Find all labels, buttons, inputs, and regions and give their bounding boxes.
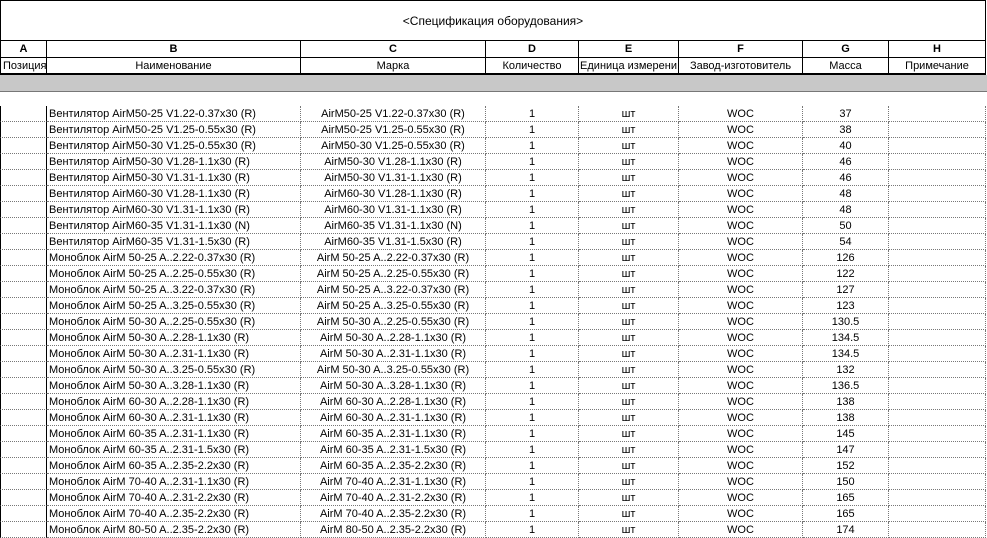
cell-mass[interactable]: 48 (803, 186, 889, 202)
cell-position[interactable] (0, 138, 47, 154)
cell-position[interactable] (0, 442, 47, 458)
header-quantity[interactable]: Количество (486, 58, 579, 75)
table-row[interactable] (0, 250, 987, 266)
cell-manufacturer[interactable]: WOC (679, 298, 803, 314)
cell-position[interactable] (0, 314, 47, 330)
cell-note[interactable] (889, 138, 986, 154)
cell-mass[interactable]: 37 (803, 106, 889, 122)
table-row[interactable] (0, 314, 987, 330)
cell-unit[interactable]: шт (579, 170, 679, 186)
cell-name[interactable]: Вентилятор AirM60-30 V1.31-1.1x30 (R) (47, 202, 301, 218)
cell-name[interactable]: Моноблок AirM 60-35 A..2.31-1.1x30 (R) (47, 426, 301, 442)
cell-quantity[interactable]: 1 (486, 522, 579, 538)
table-row[interactable] (0, 298, 987, 314)
cell-quantity[interactable]: 1 (486, 330, 579, 346)
cell-note[interactable] (889, 282, 986, 298)
cell-manufacturer[interactable]: WOC (679, 362, 803, 378)
cell-manufacturer[interactable]: WOC (679, 522, 803, 538)
cell-name[interactable]: Моноблок AirM 80-50 A..2.35-2.2x30 (R) (47, 522, 301, 538)
cell-note[interactable] (889, 410, 986, 426)
cell-name[interactable]: Моноблок AirM 50-30 A..2.28-1.1x30 (R) (47, 330, 301, 346)
cell-note[interactable] (889, 154, 986, 170)
cell-note[interactable] (889, 170, 986, 186)
cell-position[interactable] (0, 330, 47, 346)
cell-note[interactable] (889, 234, 986, 250)
column-letter-h[interactable]: H (889, 41, 986, 58)
table-row[interactable] (0, 186, 987, 202)
cell-quantity[interactable]: 1 (486, 202, 579, 218)
cell-manufacturer[interactable]: WOC (679, 106, 803, 122)
cell-quantity[interactable]: 1 (486, 314, 579, 330)
cell-manufacturer[interactable]: WOC (679, 394, 803, 410)
header-note[interactable]: Примечание (889, 58, 986, 75)
table-row[interactable] (0, 410, 987, 426)
cell-brand[interactable]: AirM50-30 V1.31-1.1x30 (R) (301, 170, 486, 186)
cell-mass[interactable]: 138 (803, 394, 889, 410)
cell-brand[interactable]: AirM 50-30 A..2.28-1.1x30 (R) (301, 330, 486, 346)
cell-quantity[interactable]: 1 (486, 346, 579, 362)
table-row[interactable] (0, 522, 987, 538)
column-letter-b[interactable]: B (47, 41, 301, 58)
cell-unit[interactable]: шт (579, 154, 679, 170)
cell-mass[interactable]: 132 (803, 362, 889, 378)
cell-note[interactable] (889, 106, 986, 122)
cell-brand[interactable]: AirM60-30 V1.28-1.1x30 (R) (301, 186, 486, 202)
cell-mass[interactable]: 122 (803, 266, 889, 282)
cell-brand[interactable]: AirM 70-40 A..2.31-2.2x30 (R) (301, 490, 486, 506)
cell-brand[interactable]: AirM60-30 V1.31-1.1x30 (R) (301, 202, 486, 218)
cell-unit[interactable]: шт (579, 202, 679, 218)
column-letter-g[interactable]: G (803, 41, 889, 58)
cell-unit[interactable]: шт (579, 426, 679, 442)
cell-position[interactable] (0, 218, 47, 234)
cell-brand[interactable]: AirM 50-30 A..2.25-0.55x30 (R) (301, 314, 486, 330)
cell-name[interactable]: Моноблок AirM 70-40 A..2.31-2.2x30 (R) (47, 490, 301, 506)
cell-name[interactable]: Вентилятор AirM50-30 V1.28-1.1x30 (R) (47, 154, 301, 170)
table-row[interactable] (0, 330, 987, 346)
table-row[interactable] (0, 474, 987, 490)
cell-mass[interactable]: 40 (803, 138, 889, 154)
cell-manufacturer[interactable]: WOC (679, 378, 803, 394)
cell-mass[interactable]: 46 (803, 154, 889, 170)
cell-mass[interactable]: 126 (803, 250, 889, 266)
header-row (0, 58, 987, 75)
cell-name[interactable]: Вентилятор AirM60-30 V1.28-1.1x30 (R) (47, 186, 301, 202)
cell-manufacturer[interactable]: WOC (679, 442, 803, 458)
table-row[interactable] (0, 138, 987, 154)
cell-quantity[interactable]: 1 (486, 266, 579, 282)
cell-position[interactable] (0, 154, 47, 170)
cell-unit[interactable]: шт (579, 474, 679, 490)
cell-position[interactable] (0, 122, 47, 138)
table-row[interactable] (0, 202, 987, 218)
cell-position[interactable] (0, 282, 47, 298)
cell-note[interactable] (889, 522, 986, 538)
cell-manufacturer[interactable]: WOC (679, 186, 803, 202)
cell-brand[interactable]: AirM 50-30 A..2.31-1.1x30 (R) (301, 346, 486, 362)
cell-position[interactable] (0, 234, 47, 250)
table-row[interactable] (0, 490, 987, 506)
cell-mass[interactable]: 130.5 (803, 314, 889, 330)
cell-note[interactable] (889, 250, 986, 266)
cell-unit[interactable]: шт (579, 362, 679, 378)
schedule-title (0, 0, 986, 41)
cell-manufacturer[interactable]: WOC (679, 426, 803, 442)
table-body (0, 106, 987, 538)
cell-position[interactable] (0, 458, 47, 474)
cell-note[interactable] (889, 426, 986, 442)
table-row[interactable] (0, 154, 987, 170)
cell-unit[interactable]: шт (579, 346, 679, 362)
table-row[interactable] (0, 266, 987, 282)
cell-unit[interactable]: шт (579, 138, 679, 154)
cell-unit[interactable]: шт (579, 410, 679, 426)
cell-quantity[interactable]: 1 (486, 186, 579, 202)
cell-mass[interactable]: 147 (803, 442, 889, 458)
table-row[interactable] (0, 442, 987, 458)
table-row[interactable] (0, 170, 987, 186)
cell-name[interactable]: Вентилятор AirM50-30 V1.31-1.1x30 (R) (47, 170, 301, 186)
cell-name[interactable]: Моноблок AirM 50-25 A..2.25-0.55x30 (R) (47, 266, 301, 282)
cell-position[interactable] (0, 490, 47, 506)
cell-mass[interactable]: 165 (803, 506, 889, 522)
cell-unit[interactable]: шт (579, 394, 679, 410)
table-row[interactable] (0, 106, 987, 122)
cell-note[interactable] (889, 378, 986, 394)
header-brand[interactable]: Марка (301, 58, 486, 75)
group-spacer (0, 92, 987, 106)
table-row[interactable] (0, 282, 987, 298)
cell-unit[interactable]: шт (579, 298, 679, 314)
cell-manufacturer[interactable]: WOC (679, 122, 803, 138)
cell-unit[interactable]: шт (579, 314, 679, 330)
cell-brand[interactable]: AirM 70-40 A..2.35-2.2x30 (R) (301, 506, 486, 522)
cell-brand[interactable]: AirM 50-30 A..3.25-0.55x30 (R) (301, 362, 486, 378)
cell-name[interactable]: Моноблок AirM 60-30 A..2.28-1.1x30 (R) (47, 394, 301, 410)
cell-mass[interactable]: 165 (803, 490, 889, 506)
cell-brand[interactable]: AirM50-25 V1.25-0.55x30 (R) (301, 122, 486, 138)
cell-quantity[interactable]: 1 (486, 138, 579, 154)
table-row[interactable] (0, 346, 987, 362)
cell-mass[interactable]: 46 (803, 170, 889, 186)
cell-quantity[interactable]: 1 (486, 442, 579, 458)
table-row[interactable] (0, 506, 987, 522)
cell-note[interactable] (889, 202, 986, 218)
cell-manufacturer[interactable]: WOC (679, 410, 803, 426)
cell-quantity[interactable]: 1 (486, 490, 579, 506)
cell-position[interactable] (0, 266, 47, 282)
cell-mass[interactable]: 150 (803, 474, 889, 490)
cell-manufacturer[interactable]: WOC (679, 202, 803, 218)
cell-brand[interactable]: AirM50-25 V1.22-0.37x30 (R) (301, 106, 486, 122)
cell-unit[interactable]: шт (579, 378, 679, 394)
cell-name[interactable]: Моноблок AirM 60-35 A..2.35-2.2x30 (R) (47, 458, 301, 474)
column-letter-row (0, 41, 987, 58)
cell-brand[interactable]: AirM 70-40 A..2.31-1.1x30 (R) (301, 474, 486, 490)
cell-note[interactable] (889, 218, 986, 234)
table-row[interactable] (0, 394, 987, 410)
cell-note[interactable] (889, 442, 986, 458)
cell-position[interactable] (0, 106, 47, 122)
column-letter-e[interactable]: E (579, 41, 679, 58)
cell-note[interactable] (889, 298, 986, 314)
cell-position[interactable] (0, 346, 47, 362)
cell-brand[interactable]: AirM50-30 V1.28-1.1x30 (R) (301, 154, 486, 170)
cell-unit[interactable]: шт (579, 458, 679, 474)
cell-unit[interactable]: шт (579, 490, 679, 506)
header-unit[interactable]: Единица измерени (579, 58, 679, 75)
cell-manufacturer[interactable]: WOC (679, 314, 803, 330)
cell-unit[interactable]: шт (579, 330, 679, 346)
cell-mass[interactable]: 174 (803, 522, 889, 538)
cell-unit[interactable]: шт (579, 282, 679, 298)
cell-manufacturer[interactable]: WOC (679, 474, 803, 490)
cell-name[interactable]: Моноблок AirM 60-35 A..2.31-1.5x30 (R) (47, 442, 301, 458)
cell-manufacturer[interactable]: WOC (679, 170, 803, 186)
column-letter-d[interactable]: D (486, 41, 579, 58)
cell-manufacturer[interactable]: WOC (679, 458, 803, 474)
cell-brand[interactable]: AirM 60-30 A..2.31-1.1x30 (R) (301, 410, 486, 426)
cell-position[interactable] (0, 394, 47, 410)
cell-brand[interactable]: AirM 50-25 A..3.25-0.55x30 (R) (301, 298, 486, 314)
cell-quantity[interactable]: 1 (486, 474, 579, 490)
cell-manufacturer[interactable]: WOC (679, 490, 803, 506)
cell-note[interactable] (889, 474, 986, 490)
cell-mass[interactable]: 50 (803, 218, 889, 234)
cell-mass[interactable]: 127 (803, 282, 889, 298)
cell-note[interactable] (889, 346, 986, 362)
cell-note[interactable] (889, 394, 986, 410)
cell-unit[interactable]: шт (579, 442, 679, 458)
cell-brand[interactable]: AirM 60-35 A..2.31-1.5x30 (R) (301, 442, 486, 458)
cell-note[interactable] (889, 330, 986, 346)
cell-unit[interactable]: шт (579, 522, 679, 538)
cell-unit[interactable]: шт (579, 106, 679, 122)
cell-position[interactable] (0, 474, 47, 490)
cell-quantity[interactable]: 1 (486, 122, 579, 138)
cell-name[interactable]: Вентилятор AirM60-35 V1.31-1.1x30 (N) (47, 218, 301, 234)
cell-quantity[interactable]: 1 (486, 170, 579, 186)
cell-name[interactable]: Моноблок AirM 50-25 A..3.25-0.55x30 (R) (47, 298, 301, 314)
cell-brand[interactable]: AirM50-30 V1.25-0.55x30 (R) (301, 138, 486, 154)
cell-manufacturer[interactable]: WOC (679, 346, 803, 362)
cell-quantity[interactable]: 1 (486, 394, 579, 410)
header-position[interactable]: Позиция (0, 58, 47, 75)
schedule-title-text: <Спецификация оборудования> (402, 13, 584, 28)
cell-note[interactable] (889, 490, 986, 506)
cell-quantity[interactable]: 1 (486, 250, 579, 266)
cell-mass[interactable]: 152 (803, 458, 889, 474)
table-row[interactable] (0, 122, 987, 138)
cell-mass[interactable]: 134.5 (803, 346, 889, 362)
header-name[interactable]: Наименование (47, 58, 301, 75)
cell-manufacturer[interactable]: WOC (679, 330, 803, 346)
cell-quantity[interactable]: 1 (486, 458, 579, 474)
cell-note[interactable] (889, 122, 986, 138)
cell-name[interactable]: Моноблок AirM 70-40 A..2.31-1.1x30 (R) (47, 474, 301, 490)
cell-name[interactable]: Вентилятор AirM50-25 V1.22-0.37x30 (R) (47, 106, 301, 122)
cell-quantity[interactable]: 1 (486, 410, 579, 426)
cell-manufacturer[interactable]: WOC (679, 250, 803, 266)
cell-name[interactable]: Моноблок AirM 50-30 A..3.25-0.55x30 (R) (47, 362, 301, 378)
cell-note[interactable] (889, 266, 986, 282)
cell-position[interactable] (0, 378, 47, 394)
cell-note[interactable] (889, 186, 986, 202)
cell-name[interactable]: Вентилятор AirM60-35 V1.31-1.5x30 (R) (47, 234, 301, 250)
cell-note[interactable] (889, 506, 986, 522)
cell-quantity[interactable]: 1 (486, 218, 579, 234)
cell-manufacturer[interactable]: WOC (679, 234, 803, 250)
cell-mass[interactable]: 145 (803, 426, 889, 442)
cell-note[interactable] (889, 458, 986, 474)
cell-unit[interactable]: шт (579, 266, 679, 282)
cell-quantity[interactable]: 1 (486, 154, 579, 170)
cell-position[interactable] (0, 186, 47, 202)
cell-unit[interactable]: шт (579, 218, 679, 234)
cell-brand[interactable]: AirM 60-35 A..2.35-2.2x30 (R) (301, 458, 486, 474)
cell-unit[interactable]: шт (579, 506, 679, 522)
cell-mass[interactable]: 48 (803, 202, 889, 218)
table-row[interactable] (0, 218, 987, 234)
cell-unit[interactable]: шт (579, 234, 679, 250)
cell-mass[interactable]: 54 (803, 234, 889, 250)
cell-note[interactable] (889, 362, 986, 378)
cell-name[interactable]: Вентилятор AirM50-30 V1.25-0.55x30 (R) (47, 138, 301, 154)
cell-manufacturer[interactable]: WOC (679, 266, 803, 282)
cell-manufacturer[interactable]: WOC (679, 506, 803, 522)
cell-mass[interactable]: 136.5 (803, 378, 889, 394)
table-row[interactable] (0, 458, 987, 474)
cell-brand[interactable]: AirM 50-25 A..3.22-0.37x30 (R) (301, 282, 486, 298)
cell-position[interactable] (0, 202, 47, 218)
cell-brand[interactable]: AirM60-35 V1.31-1.5x30 (R) (301, 234, 486, 250)
cell-position[interactable] (0, 410, 47, 426)
cell-quantity[interactable]: 1 (486, 282, 579, 298)
cell-mass[interactable]: 134.5 (803, 330, 889, 346)
cell-unit[interactable]: шт (579, 186, 679, 202)
cell-note[interactable] (889, 314, 986, 330)
cell-quantity[interactable]: 1 (486, 106, 579, 122)
cell-manufacturer[interactable]: WOC (679, 154, 803, 170)
cell-name[interactable]: Моноблок AirM 70-40 A..2.35-2.2x30 (R) (47, 506, 301, 522)
cell-brand[interactable]: AirM60-35 V1.31-1.1x30 (N) (301, 218, 486, 234)
cell-manufacturer[interactable]: WOC (679, 138, 803, 154)
cell-brand[interactable]: AirM 50-30 A..3.28-1.1x30 (R) (301, 378, 486, 394)
cell-mass[interactable]: 138 (803, 410, 889, 426)
cell-position[interactable] (0, 506, 47, 522)
cell-quantity[interactable]: 1 (486, 234, 579, 250)
column-letter-a[interactable]: A (0, 41, 47, 58)
cell-position[interactable] (0, 298, 47, 314)
cell-position[interactable] (0, 362, 47, 378)
cell-unit[interactable]: шт (579, 122, 679, 138)
group-band (0, 75, 987, 92)
header-mass[interactable]: Масса (803, 58, 889, 75)
cell-position[interactable] (0, 250, 47, 266)
cell-manufacturer[interactable]: WOC (679, 218, 803, 234)
cell-position[interactable] (0, 170, 47, 186)
cell-name[interactable]: Моноблок AirM 50-30 A..2.25-0.55x30 (R) (47, 314, 301, 330)
cell-unit[interactable]: шт (579, 250, 679, 266)
table-row[interactable] (0, 426, 987, 442)
cell-quantity[interactable]: 1 (486, 506, 579, 522)
column-letter-f[interactable]: F (679, 41, 803, 58)
cell-brand[interactable]: AirM 60-35 A..2.31-1.1x30 (R) (301, 426, 486, 442)
cell-quantity[interactable]: 1 (486, 426, 579, 442)
header-manufacturer[interactable]: Завод-изготовитель (679, 58, 803, 75)
cell-mass[interactable]: 38 (803, 122, 889, 138)
column-letter-c[interactable]: C (301, 41, 486, 58)
cell-name[interactable]: Моноблок AirM 50-25 A..2.22-0.37x30 (R) (47, 250, 301, 266)
cell-quantity[interactable]: 1 (486, 298, 579, 314)
cell-name[interactable]: Моноблок AirM 50-25 A..3.22-0.37x30 (R) (47, 282, 301, 298)
schedule-grid (0, 41, 987, 538)
cell-manufacturer[interactable]: WOC (679, 282, 803, 298)
table-row[interactable] (0, 362, 987, 378)
cell-name[interactable]: Моноблок AirM 60-30 A..2.31-1.1x30 (R) (47, 410, 301, 426)
cell-quantity[interactable]: 1 (486, 362, 579, 378)
cell-brand[interactable]: AirM 60-30 A..2.28-1.1x30 (R) (301, 394, 486, 410)
cell-position[interactable] (0, 522, 47, 538)
cell-name[interactable]: Вентилятор AirM50-25 V1.25-0.55x30 (R) (47, 122, 301, 138)
cell-name[interactable]: Моноблок AirM 50-30 A..2.31-1.1x30 (R) (47, 346, 301, 362)
cell-position[interactable] (0, 426, 47, 442)
table-row[interactable] (0, 378, 987, 394)
cell-brand[interactable]: AirM 50-25 A..2.25-0.55x30 (R) (301, 266, 486, 282)
cell-mass[interactable]: 123 (803, 298, 889, 314)
cell-quantity[interactable]: 1 (486, 378, 579, 394)
cell-brand[interactable]: AirM 80-50 A..2.35-2.2x30 (R) (301, 522, 486, 538)
cell-name[interactable]: Моноблок AirM 50-30 A..3.28-1.1x30 (R) (47, 378, 301, 394)
cell-brand[interactable]: AirM 50-25 A..2.22-0.37x30 (R) (301, 250, 486, 266)
table-row[interactable] (0, 234, 987, 250)
